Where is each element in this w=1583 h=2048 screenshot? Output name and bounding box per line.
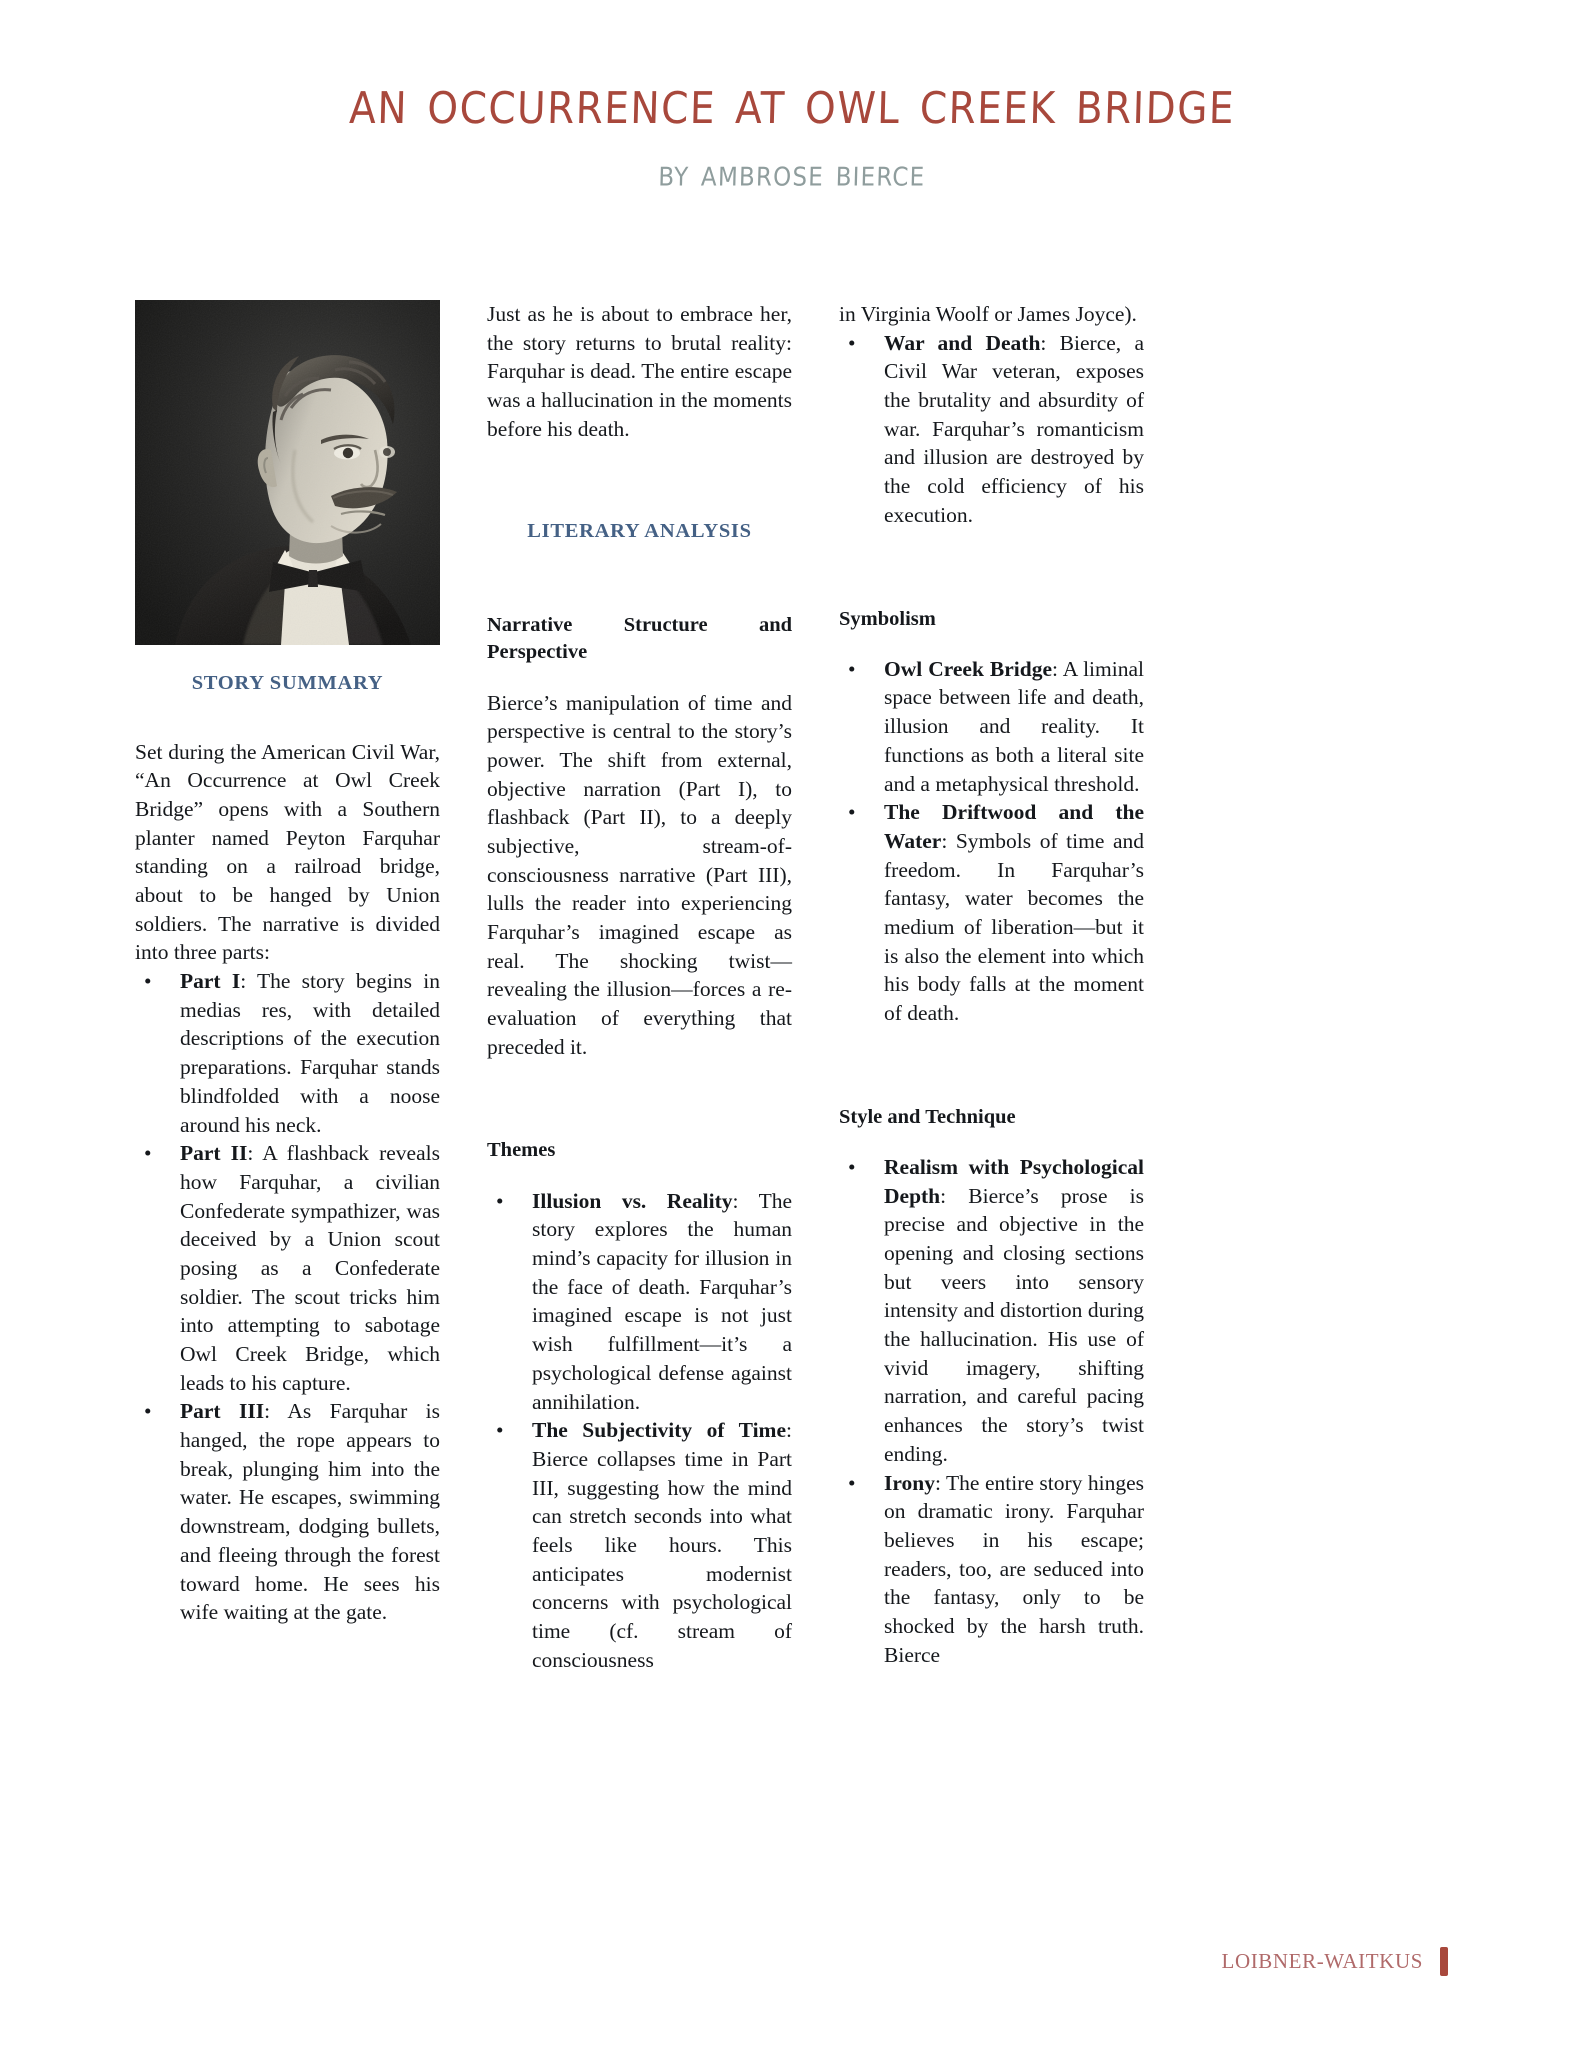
list-item (135, 1139, 440, 1397)
symbolism-list (839, 655, 1144, 1028)
story-summary-intro: Set during the American Civil War, “An Occurrence at Owl Creek Bridge” opens with a Southern planter named Peyton Farquhar standing on a railroad bridge, about to be hanged by Union soldiers. The narrative is divided into three parts: (135, 739, 440, 965)
style-technique-heading: Style and Technique (839, 1105, 1016, 1128)
symbolism-heading: Symbolism (839, 607, 936, 630)
list-item (135, 1397, 440, 1627)
list-item (839, 655, 1144, 798)
story-parts-list (135, 967, 440, 1627)
narrative-structure-body: Bierce’s manipulation of time and perspective is central to the story’s power. The shift from external, objective narration (Part I), to flashback (Part II), to a deeply subjective, stream-of-consciousness narrative (Part III), lulls the reader into experiencing Farquhar’s imagined escape as real. The shocking twist—revealing the illusion—forces a re-evaluation of everything that preceded it. (487, 690, 792, 1059)
bullet-dot-icon: • (496, 1418, 504, 1443)
list-item-text: : A liminal space between life and death, illusion and reality. It functions as both a literal site and a metaphysical threshold. (884, 656, 1144, 796)
list-item (839, 1469, 1144, 1670)
list-item-text: : As Farquhar is hanged, the rope appears to break, plunging him into the water. He escapes, swimming downstream, dodging bullets, and fleeing through the forest toward home. He sees his wife waiting at the gate. (180, 1399, 440, 1625)
list-item (839, 798, 1144, 1028)
footer-marker-bar (1440, 1947, 1448, 1976)
list-item-text: : Bierce, a Civil War veteran, exposes the brutality and absurdity of war. Farquhar’s romanticism and illusion are destroyed by the cold efficiency of his execution. (884, 330, 1144, 527)
list-item-text: : Bierce collapses time in Part III, suggesting how the mind can stretch seconds into what feels like hours. This anticipates modernist concerns with psychological time (cf. stream of consciousness (532, 1418, 792, 1672)
list-item-lead: Realism with Psychological Depth (884, 1154, 1144, 1208)
author-portrait-image (135, 300, 440, 645)
spacer (839, 1028, 1144, 1104)
summary-continuation: Just as he is about to embrace her, the story returns to brutal reality: Farquhar is dead. The entire escape was a hallucination in the moments before his death. (487, 302, 792, 441)
list-item-lead: War and Death (884, 330, 1041, 355)
list-item (839, 1153, 1144, 1469)
literary-analysis-heading: LITERARY ANALYSIS (527, 520, 752, 543)
bullet-dot-icon: • (496, 1188, 504, 1213)
bullet-dot-icon: • (848, 800, 856, 825)
bullet-dot-icon: • (144, 1399, 152, 1424)
list-item-lead: Illusion vs. Reality (532, 1188, 733, 1213)
column-three (839, 300, 1144, 1674)
themes-continuation: in Virginia Woolf or James Joyce). (839, 302, 1137, 326)
list-item (487, 1187, 792, 1417)
three-column-layout (135, 300, 1448, 1674)
themes-continued-list (839, 329, 1144, 530)
themes-heading: Themes (487, 1139, 556, 1162)
list-item-text: : The story begins in medias res, with detailed descriptions of the execution preparations. Farquhar stands blindfolded with a noose around his neck. (180, 969, 440, 1137)
column-two (487, 300, 792, 1674)
page-title: an occurrence at owl creek bridge (348, 65, 1237, 139)
style-technique-list (839, 1153, 1144, 1669)
author-byline: by ambrose bierce (657, 150, 927, 195)
list-item-text: : The story explores the human mind’s capacity for illusion in the face of death. Farquhar’s imagined escape is not just wish fulfillment—it’s a psychological defense against annihilation. (532, 1188, 792, 1414)
bullet-dot-icon: • (848, 330, 856, 355)
list-item-lead: Irony (884, 1470, 935, 1495)
spacer (839, 530, 1144, 606)
masthead (135, 0, 1448, 195)
list-item-lead: Part II (180, 1141, 248, 1166)
bullet-dot-icon: • (848, 656, 856, 681)
spacer (487, 1061, 792, 1137)
bullet-dot-icon: • (848, 1470, 856, 1495)
bullet-dot-icon: • (144, 1141, 152, 1166)
list-item-lead: Part I (180, 969, 241, 994)
spacer (487, 443, 792, 519)
list-item (487, 1416, 792, 1674)
footer-publisher-name: LOIBNER-WAITKUS (1221, 1949, 1423, 1973)
themes-list (487, 1187, 792, 1675)
list-item-lead: The Driftwood and the Water (884, 800, 1144, 853)
list-item-text: : The entire story hinges on dramatic irony. Farquhar believes in his escape; readers, too, are seduced into the fantasy, only to be shocked by the harsh truth. Bierce (884, 1470, 1144, 1667)
story-summary-heading: STORY SUMMARY (191, 672, 384, 694)
list-item-text: : Bierce’s prose is precise and objective in the opening and closing sections but veers into sensory intensity and distortion during the hallucination. His use of vivid imagery, shifting narration, and careful pacing enhances the story’s twist ending. (884, 1183, 1144, 1466)
spacer (487, 586, 792, 612)
list-item-lead: Part III (180, 1399, 265, 1424)
portrait-illustration (135, 300, 440, 645)
list-item-lead: The Subjectivity of Time (532, 1418, 787, 1443)
list-item (839, 329, 1144, 530)
list-item-text: : A flashback reveals how Farquhar, a civilian Confederate sympathizer, was deceived by a Union scout posing as a Confederate soldier. The scout tricks him into attempting to sabotage Owl Creek Bridge, which leads to his capture. (180, 1141, 440, 1395)
list-item-text: : Symbols of time and freedom. In Farquhar’s fantasy, water becomes the medium of liberation—but it is also the element into which his body falls at the moment of death. (884, 828, 1144, 1025)
bullet-dot-icon: • (848, 1154, 856, 1179)
bullet-dot-icon: • (144, 969, 152, 994)
list-item-lead: Owl Creek Bridge (884, 656, 1052, 681)
list-item (135, 967, 440, 1139)
narrative-structure-heading: Narrative Structure and Perspective (487, 614, 792, 664)
page-footer (1222, 1947, 1448, 1976)
column-one (135, 300, 440, 1674)
